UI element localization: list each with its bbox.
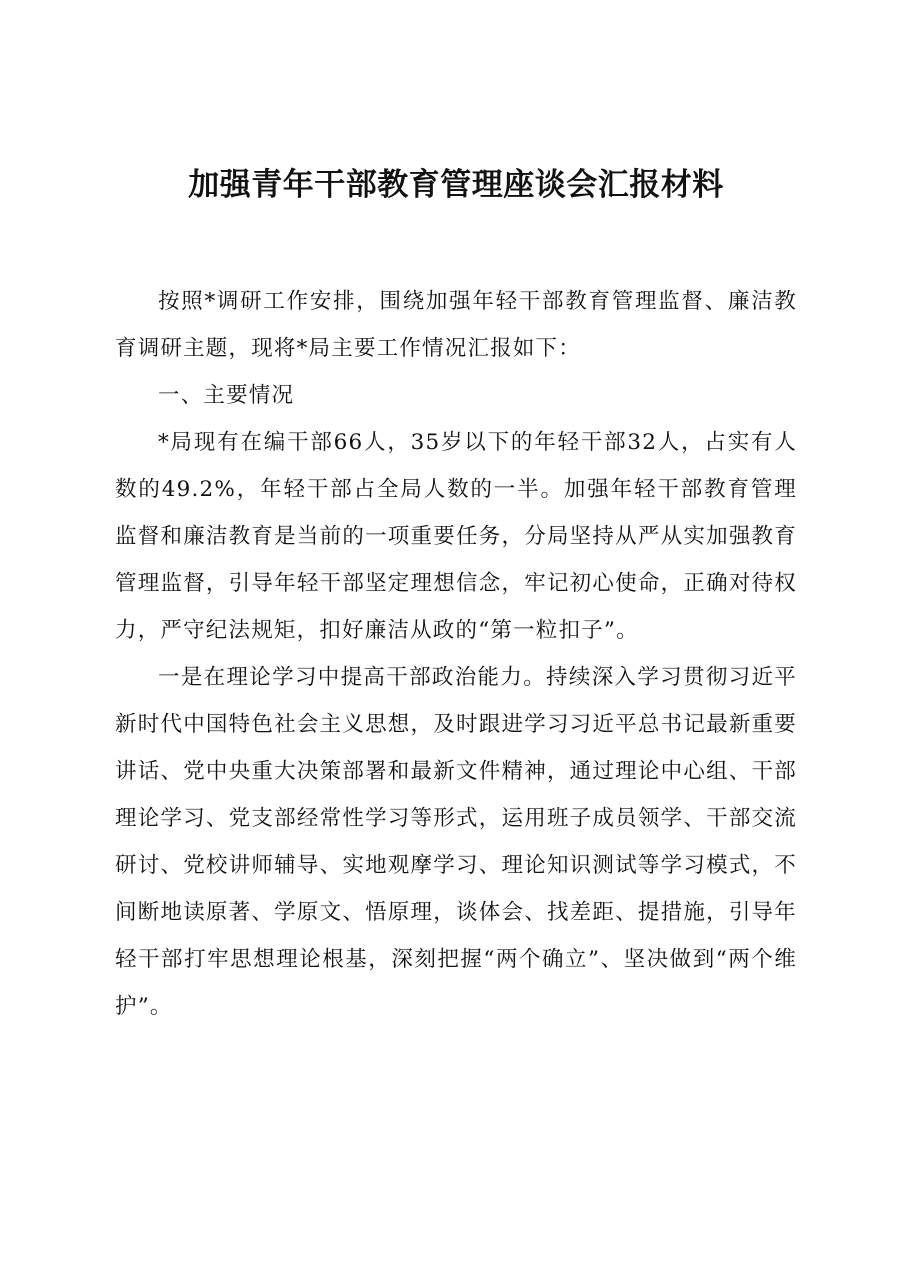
intro-paragraph: 按照*调研工作安排，围绕加强年轻干部教育管理监督、廉洁教育调研主题，现将*局主要工作情况汇报如下： bbox=[115, 289, 797, 361]
section-heading-main-situation: 一、主要情况 bbox=[158, 383, 295, 408]
situation-paragraph: *局现有在编干部66人，35岁以下的年轻干部32人，占实有人数的49.2%，年轻干部占全局人数的一半。加强年轻干部教育管理监督和廉洁教育是当前的一项重要任务，分局坚持从严从实加强教育管理监督，引导年轻干部坚定理想信念，牢记初心使命，正确对待权力，严守纪法规矩，扣好廉洁从政的“第一粒扣子”。 bbox=[115, 430, 797, 643]
document-title: 加强青年干部教育管理座谈会汇报材料 bbox=[188, 167, 724, 203]
theory-study-paragraph: 一是在理论学习中提高干部政治能力。持续深入学习贯彻习近平新时代中国特色社会主义思想，及时跟进学习习近平总书记最新重要讲话、党中央重大决策部署和最新文件精神，通过理论中心组、干部理论学习、党支部经常性学习等形式，运用班子成员领学、干部交流研讨、党校讲师辅导、实地观摩学习、理论知识测试等学习模式，不间断地读原著、学原文、悟原理，谈体会、找差距、提措施，引导年轻干部打牢思想理论根基，深刻把握“两个确立”、坚决做到“两个维护”。 bbox=[115, 665, 797, 1019]
